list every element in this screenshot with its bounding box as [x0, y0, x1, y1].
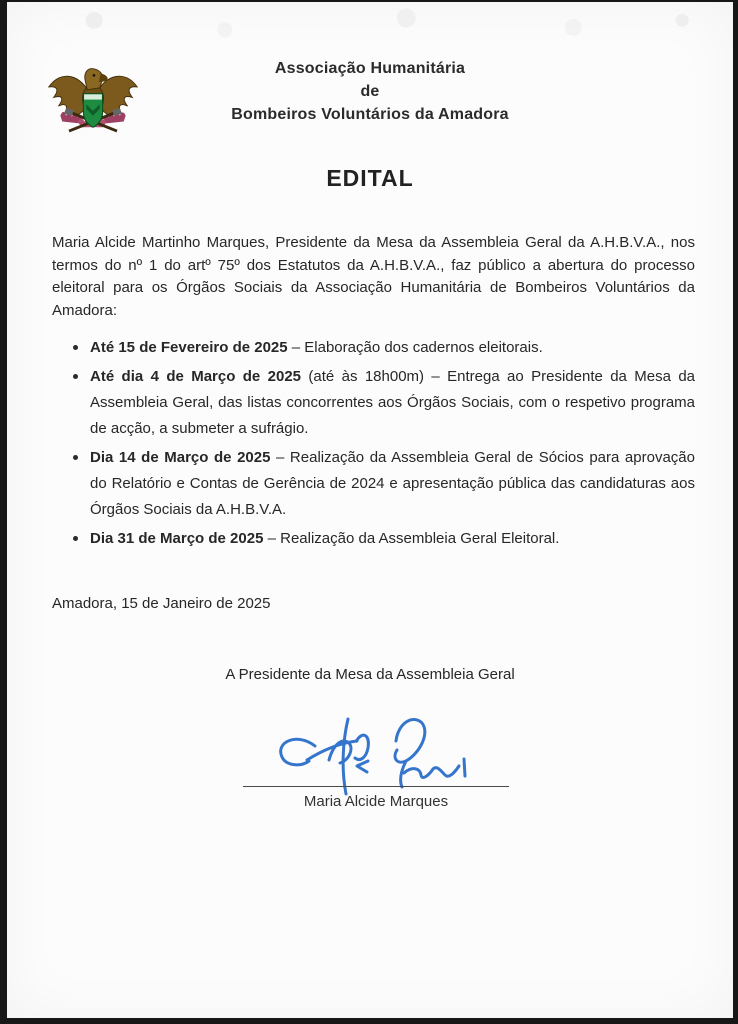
handwritten-signature-image [269, 710, 474, 802]
org-header [7, 57, 733, 126]
timeline-item-date: Dia 14 de Março de 2025 [90, 449, 271, 466]
timeline-item-date: Dia 31 de Março de 2025 [90, 530, 264, 547]
bullet-dot-icon [73, 536, 78, 541]
timeline-item-text: – Realização da Assembleia Geral de Sócios para aprovação do Relatório e Contas de Gerência de 2024 e apresentação pública das candidaturas aos Órgãos Sociais da A.H.B.V.A. [90, 449, 695, 518]
edital-title: EDITAL [326, 165, 414, 191]
bullet-dot-icon [73, 374, 78, 379]
signer-role: A Presidente da Mesa da Assembleia Geral [225, 666, 515, 683]
timeline-item-text: (até às 18h00m) – Entrega ao Presidente da Mesa da Assembleia Geral, das listas concorrentes aos Órgãos Sociais, com o respetivo programa de acção, a submeter a sufrágio. [90, 368, 696, 437]
bullet-dot-icon [73, 455, 78, 460]
org-name-line-2: de [360, 83, 380, 100]
dateline: Amadora, 15 de Janeiro de 2025 [52, 595, 271, 612]
signature-line [243, 786, 509, 787]
org-name-line-3: Bombeiros Voluntários da Amadora [231, 106, 509, 123]
timeline-item-text: – Realização da Assembleia Geral Eleitoral. [263, 530, 560, 547]
timeline-item-date: Até dia 4 de Março de 2025 [90, 368, 302, 385]
timeline-item-1 [67, 335, 695, 361]
intro-paragraph: Maria Alcide Martinho Marques, Presidente da Mesa da Assembleia Geral da A.H.B.V.A., nos termos do nº 1 do artº 75º dos Estatutos da A.H.B.V.A., faz público a abertura do processo eleitoral para os Órgãos Sociais da Associação Humanitária de Bombeiros Voluntários da Amadora: [52, 234, 695, 319]
timeline-item-3 [67, 445, 695, 523]
timeline-item-2 [67, 364, 695, 442]
signer-name: Maria Alcide Marques [303, 793, 449, 810]
signature-block [7, 702, 733, 822]
timeline-item-date: Até 15 de Fevereiro de 2025 [90, 339, 288, 356]
timeline-item-4 [67, 526, 695, 552]
timeline-item-text: – Elaboração dos cadernos eleitorais. [287, 339, 543, 356]
document-page [7, 2, 733, 1018]
bullet-dot-icon [73, 345, 78, 350]
election-timeline-list [67, 335, 695, 555]
org-name-line-1: Associação Humanitária [274, 60, 466, 77]
